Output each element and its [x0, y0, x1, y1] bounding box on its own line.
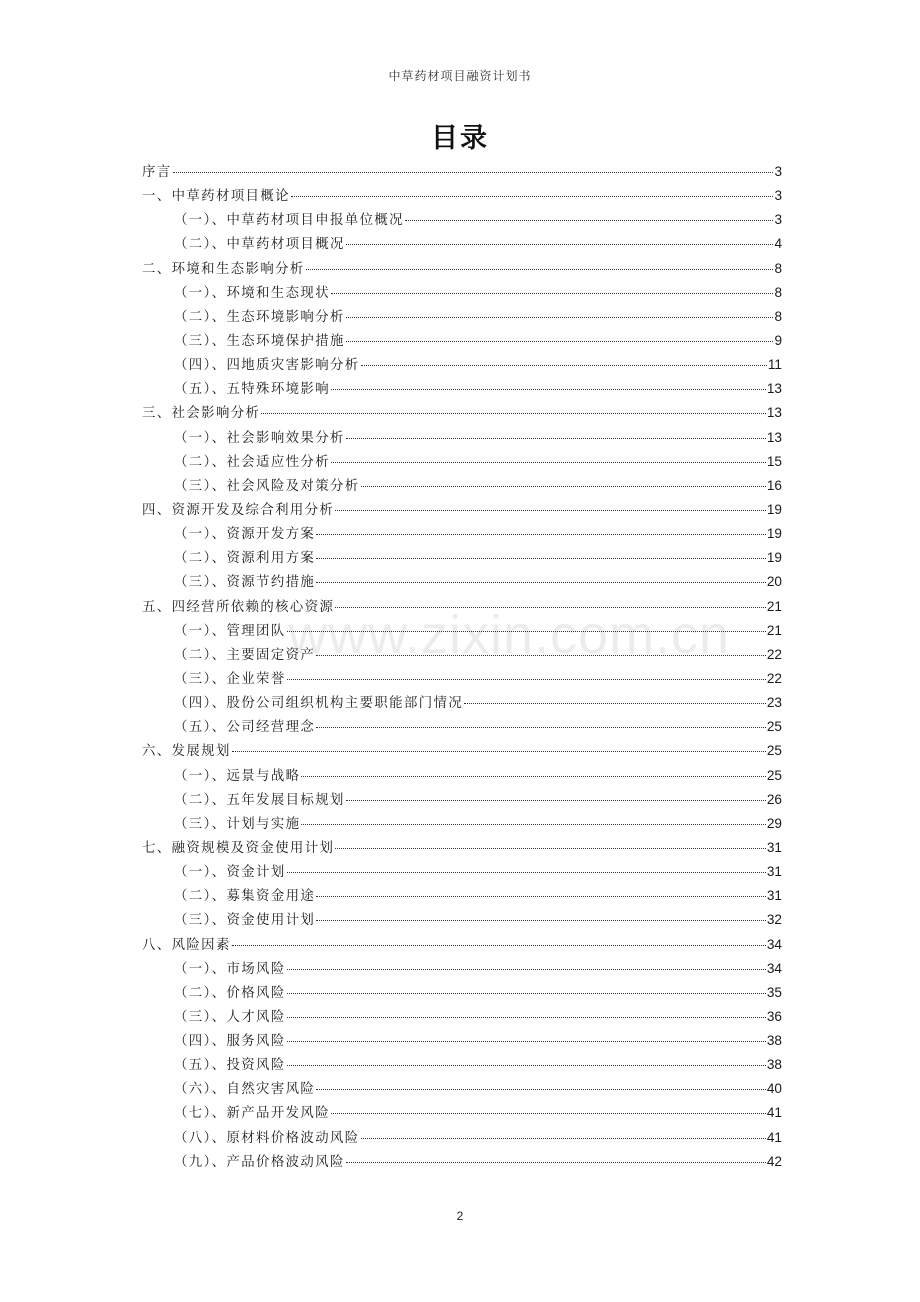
toc-dot-leader [287, 1016, 766, 1018]
toc-entry-page: 25 [766, 719, 782, 735]
toc-entry[interactable] [142, 1053, 782, 1077]
toc-entry[interactable] [142, 1077, 782, 1101]
toc-entry-page: 13 [766, 429, 782, 445]
toc-dot-leader [361, 364, 767, 366]
toc-entry-label: （四）、股份公司组织机构主要职能部门情况 [174, 696, 464, 712]
toc-entry[interactable] [142, 957, 782, 981]
toc-entry[interactable] [142, 281, 782, 305]
toc-entry-page: 3 [774, 164, 782, 179]
toc-entry-label: （八）、原材料价格波动风险 [174, 1130, 360, 1146]
toc-dot-leader [346, 243, 774, 245]
toc-entry[interactable] [142, 1101, 782, 1125]
toc-entry-label: （一）、管理团队 [174, 623, 286, 639]
toc-dot-leader [331, 1112, 766, 1114]
toc-dot-leader [335, 509, 766, 511]
toc-entry[interactable] [142, 208, 782, 232]
toc-entry[interactable] [142, 739, 782, 763]
toc-entry-label: （三）、资源节约措施 [174, 575, 316, 591]
toc-entry[interactable] [142, 498, 782, 522]
toc-entry[interactable] [142, 160, 782, 184]
toc-entry-page: 31 [766, 864, 782, 880]
toc-entry-label: （二）、五年发展目标规划 [174, 792, 345, 808]
toc-entry[interactable] [142, 860, 782, 884]
toc-entry[interactable] [142, 595, 782, 619]
toc-entry-page: 11 [767, 357, 782, 373]
toc-entry-page: 41 [766, 1105, 782, 1121]
toc-dot-leader [287, 630, 766, 632]
toc-entry-page: 34 [766, 936, 782, 952]
toc-entry-label: （二）、中草药材项目概况 [174, 237, 345, 253]
toc-entry-label: （一）、远景与战略 [174, 768, 301, 784]
toc-entry[interactable] [142, 474, 782, 498]
toc-entry-page: 13 [766, 381, 782, 397]
toc-dot-leader [331, 292, 773, 294]
toc-entry-page: 25 [766, 767, 782, 783]
toc-entry-label: （六）、自然灾害风险 [174, 1082, 316, 1098]
toc-entry-page: 32 [766, 912, 782, 928]
toc-entry[interactable] [142, 570, 782, 594]
toc-entry-label: （四）、服务风险 [174, 1034, 286, 1050]
toc-dot-leader [173, 171, 774, 173]
toc-entry-label: （三）、生态环境保护措施 [174, 333, 345, 349]
toc-entry[interactable] [142, 1005, 782, 1029]
toc-entry[interactable] [142, 619, 782, 643]
toc-entry-page: 34 [766, 960, 782, 976]
toc-dot-leader [301, 775, 765, 777]
toc-entry[interactable] [142, 981, 782, 1005]
toc-entry-label: （四）、四地质灾害影响分析 [174, 358, 360, 374]
toc-entry-page: 23 [766, 695, 782, 711]
toc-entry-label: （三）、社会风险及对策分析 [174, 478, 360, 494]
toc-entry-label: （五）、投资风险 [174, 1058, 286, 1074]
toc-entry[interactable] [142, 546, 782, 570]
toc-entry[interactable] [142, 305, 782, 329]
toc-entry-page: 22 [766, 670, 782, 686]
toc-entry-page: 42 [766, 1153, 782, 1169]
toc-dot-leader [287, 1064, 766, 1066]
toc-dot-leader [232, 944, 766, 946]
toc-dot-leader [261, 412, 766, 414]
toc-entry-label: （二）、募集资金用途 [174, 889, 316, 905]
toc-entry-label: （一）、社会影响效果分析 [174, 430, 345, 446]
toc-dot-leader [316, 726, 766, 728]
toc-dot-leader [232, 750, 766, 752]
toc-entry[interactable] [142, 764, 782, 788]
toc-entry-page: 19 [766, 550, 782, 566]
toc-entry-page: 19 [766, 501, 782, 517]
toc-entry-label: （一）、资源开发方案 [174, 527, 316, 543]
toc-entry[interactable] [142, 232, 782, 256]
toc-entry-page: 41 [766, 1129, 782, 1145]
toc-dot-leader [316, 533, 766, 535]
toc-entry[interactable] [142, 812, 782, 836]
toc-dot-leader [316, 654, 766, 656]
toc-entry-label: 四、资源开发及综合利用分析 [142, 502, 335, 518]
toc-entry[interactable] [142, 667, 782, 691]
toc-entry[interactable] [142, 788, 782, 812]
toc-entry[interactable] [142, 522, 782, 546]
toc-entry-page: 36 [766, 1008, 782, 1024]
toc-entry-page: 8 [774, 308, 782, 324]
toc-dot-leader [306, 268, 774, 270]
toc-entry-page: 3 [774, 212, 782, 228]
toc-entry[interactable] [142, 715, 782, 739]
toc-entry-page: 40 [766, 1081, 782, 1097]
toc-entry-label: 三、社会影响分析 [142, 406, 261, 422]
toc-dot-leader [335, 847, 766, 849]
toc-entry-label: （三）、计划与实施 [174, 816, 301, 832]
toc-dot-leader [464, 702, 766, 704]
toc-entry-page: 19 [766, 526, 782, 542]
toc-entry[interactable] [142, 401, 782, 425]
toc-entry-page: 9 [774, 332, 782, 348]
watermark: www.zixin.com.cn [288, 605, 731, 665]
toc-entry-page: 31 [766, 839, 782, 855]
toc-entry-page: 35 [766, 984, 782, 1000]
running-header: 中草药材项目融资计划书 [388, 69, 532, 83]
toc-entry-label: 序言 [142, 165, 172, 180]
toc-entry-label: 一、中草药材项目概论 [142, 189, 290, 205]
toc-dot-leader [316, 895, 766, 897]
toc-dot-leader [287, 1040, 766, 1042]
toc-dot-leader [316, 557, 766, 559]
toc-entry-label: （五）、五特殊环境影响 [174, 382, 330, 398]
toc-entry-label: （二）、社会适应性分析 [174, 454, 330, 470]
toc-entry-label: （二）、资源利用方案 [174, 551, 316, 567]
toc-dot-leader [331, 388, 766, 390]
toc-entry-label: （七）、新产品开发风险 [174, 1106, 330, 1122]
toc-entry[interactable] [142, 1150, 782, 1174]
toc-entry-page: 38 [766, 1033, 782, 1049]
toc-entry-page: 38 [766, 1057, 782, 1073]
toc-entry[interactable] [142, 329, 782, 353]
toc-dot-leader [316, 581, 766, 583]
toc-entry-label: （一）、环境和生态现状 [174, 285, 330, 301]
toc-entry-page: 22 [766, 646, 782, 662]
toc-entry[interactable] [142, 884, 782, 908]
toc-dot-leader [301, 823, 765, 825]
toc-entry-label: （九）、产品价格波动风险 [174, 1154, 345, 1170]
toc-dot-leader [346, 340, 774, 342]
toc-dot-leader [346, 437, 766, 439]
toc-entry[interactable] [142, 908, 782, 932]
toc-entry-label: 七、融资规模及资金使用计划 [142, 840, 335, 856]
toc-dot-leader [361, 1137, 766, 1139]
page-number: 2 [456, 1209, 464, 1223]
toc-dot-leader [346, 799, 766, 801]
toc-entry-page: 15 [766, 453, 782, 469]
toc-entry-page: 8 [774, 260, 782, 276]
toc-dot-leader [287, 678, 766, 680]
toc-entry-page: 20 [766, 574, 782, 590]
toc-entry-label: 八、风险因素 [142, 937, 231, 953]
toc-dot-leader [361, 485, 766, 487]
toc-entry[interactable] [142, 1029, 782, 1053]
toc-entry-page: 4 [774, 236, 782, 252]
toc-entry-label: （三）、人才风险 [174, 1009, 286, 1025]
toc-entry-page: 13 [766, 405, 782, 421]
toc-dot-leader [346, 1161, 766, 1163]
toc-entry-label: （三）、资金使用计划 [174, 913, 316, 929]
toc-entry-label: （二）、生态环境影响分析 [174, 309, 345, 325]
toc-dot-leader [287, 968, 766, 970]
toc-dot-leader [316, 1088, 766, 1090]
toc-entry-label: 五、四经营所依赖的核心资源 [142, 599, 335, 615]
toc-entry-label: （三）、企业荣誉 [174, 671, 286, 687]
toc-entry-page: 16 [766, 477, 782, 493]
toc-entry-label: （二）、主要固定资产 [174, 647, 316, 663]
toc-dot-leader [335, 606, 766, 608]
toc-entry-page: 29 [766, 815, 782, 831]
toc-entry-label: （一）、市场风险 [174, 961, 286, 977]
toc-dot-leader [287, 992, 766, 994]
toc-entry[interactable] [142, 184, 782, 208]
toc-entry[interactable] [142, 1126, 782, 1150]
toc-entry-label: （一）、资金计划 [174, 865, 286, 881]
toc-entry-label: （一）、中草药材项目申报单位概况 [174, 213, 404, 229]
toc-dot-leader [346, 316, 774, 318]
toc-dot-leader [291, 195, 774, 197]
toc-entry[interactable] [142, 377, 782, 401]
toc-dot-leader [287, 871, 766, 873]
toc-entry-page: 8 [774, 284, 782, 300]
toc-entry[interactable] [142, 643, 782, 667]
toc-entry-label: 六、发展规划 [142, 744, 231, 760]
toc-entry-label: （二）、价格风险 [174, 985, 286, 1001]
toc-entry-page: 3 [774, 188, 782, 204]
toc-entry-page: 26 [766, 791, 782, 807]
toc-dot-leader [331, 461, 766, 463]
toc-entry[interactable] [142, 353, 782, 377]
toc-entry-page: 21 [766, 598, 782, 614]
toc-entry[interactable] [142, 836, 782, 860]
table-of-contents [142, 160, 782, 1174]
toc-dot-leader [316, 919, 766, 921]
toc-entry[interactable] [142, 450, 782, 474]
toc-entry-page: 31 [766, 888, 782, 904]
page-title: 目录 [431, 123, 489, 154]
toc-entry[interactable] [142, 691, 782, 715]
toc-entry[interactable] [142, 257, 782, 281]
toc-entry-label: （五）、公司经营理念 [174, 720, 316, 736]
toc-entry-page: 25 [766, 743, 782, 759]
toc-entry[interactable] [142, 426, 782, 450]
toc-dot-leader [405, 219, 773, 221]
toc-entry-page: 21 [766, 622, 782, 638]
toc-entry[interactable] [142, 933, 782, 957]
toc-entry-label: 二、环境和生态影响分析 [142, 261, 305, 277]
